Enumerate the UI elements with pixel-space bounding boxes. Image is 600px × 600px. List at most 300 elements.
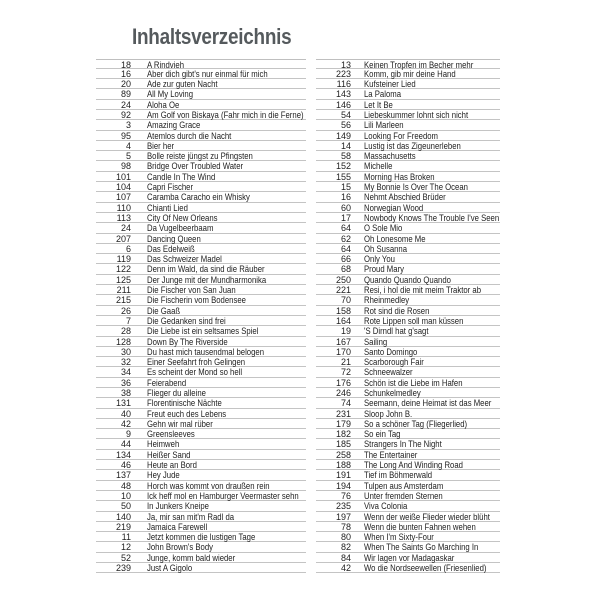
toc-song-title: 'S Dirndl hat g'sagt [364,326,429,337]
toc-entry [96,357,306,367]
toc-song-title: Schunkelmedley [364,388,421,398]
toc-page-number: 119 [116,254,131,265]
toc-song-title: Heimweh [147,439,180,450]
toc-page-number: 32 [120,357,131,368]
toc-song-title: So ein Tag [364,429,401,440]
toc-page-number: 113 [116,212,131,223]
toc-song-title: Heißer Sand [147,449,191,460]
toc-entry [316,553,500,563]
toc-song-title: Proud Mary [364,264,405,275]
toc-page-number: 152 [335,161,351,172]
toc-song-title: Du hast mich tausendmal belogen [147,346,265,357]
toc-entry [316,563,500,573]
toc-page-number: 34 [120,367,131,378]
toc-song-title: The Long And Winding Road [364,460,463,471]
toc-entry [96,223,306,233]
toc-entry [96,388,306,398]
toc-song-title: Liebeskummer lohnt sich nicht [364,109,469,120]
toc-song-title: When I'm Sixty-Four [364,532,434,543]
toc-song-title: Gehn wir mal rüber [147,418,213,429]
toc-song-title: Schneewalzer [364,367,413,378]
toc-page-number: 231 [335,408,351,419]
toc-page-number: 30 [120,346,131,357]
toc-song-title: Die Liebe ist ein seltsames Spiel [147,326,259,337]
toc-song-title: Wo die Nordseewellen (Friesenlied) [364,563,487,574]
toc-entry [316,69,500,79]
toc-page-number: 17 [340,212,351,223]
toc-entry [96,306,306,316]
toc-song-title: My Bonnie Is Over The Ocean [364,182,468,193]
toc-entry [316,264,500,274]
toc-song-title: Greensleeves [147,429,195,440]
toc-entry [316,59,500,69]
toc-entry [316,542,500,552]
toc-song-title: Schön ist die Liebe im Hafen [364,377,463,388]
toc-entry [96,141,306,151]
toc-page-number: 221 [335,285,351,296]
toc-entry [96,213,306,223]
toc-entry [96,100,306,110]
toc-song-title: Rheinmedley [364,295,410,306]
toc-page-number: 164 [335,315,351,326]
toc-page-number: 128 [115,336,131,347]
toc-entry [96,563,306,573]
toc-entry [316,398,500,408]
toc-page-number: 239 [115,563,131,574]
toc-song-title: Die Gaaß [147,305,181,316]
toc-entry [96,409,306,419]
toc-left-column [96,59,306,574]
toc-page-number: 143 [335,89,351,100]
toc-song-title: Bridge Over Troubled Water [147,161,244,172]
toc-song-title: Rote Lippen soll man küssen [364,315,464,326]
toc-song-title: Resi, i hol die mit meim Traktor ab [364,285,482,296]
toc-page-number: 6 [125,243,131,254]
toc-song-title: Tief im Böhmerwald [364,470,433,481]
toc-page-number: 98 [120,161,131,172]
toc-page-number: 188 [335,460,351,471]
toc-song-title: Amazing Grace [147,120,201,131]
toc-page-number: 207 [115,233,131,244]
toc-song-title: The Entertainer [364,449,418,460]
toc-entry [316,532,500,542]
toc-song-title: Chianti Lied [147,202,188,213]
toc-page-number: 60 [340,202,351,213]
toc-entry [316,337,500,347]
toc-page-number: 14 [340,140,351,151]
toc-song-title: Wenn die bunten Fahnen wehen [364,521,476,532]
toc-entry [316,367,500,377]
toc-entry [316,439,500,449]
toc-song-title: Rot sind die Rosen [364,305,430,316]
toc-entry [316,295,500,305]
toc-entry [316,470,500,480]
toc-entry [316,285,500,295]
toc-song-title: Viva Colonia [364,501,408,512]
toc-song-title: Just A Gigolo [147,563,193,574]
toc-page-number: 13 [340,59,351,70]
toc-page-number: 46 [120,460,131,471]
toc-entry [316,501,500,511]
toc-page-number: 58 [340,151,351,162]
toc-song-title: Es scheint der Mond so hell [147,367,243,378]
toc-entry [316,151,500,161]
toc-page-number: 89 [120,89,131,100]
toc-page-number: 101 [115,171,131,182]
toc-entry [96,264,306,274]
toc-page-number: 42 [340,563,351,574]
toc-entry [316,378,500,388]
toc-page-number: 223 [335,68,351,79]
toc-entry [96,470,306,480]
toc-song-title: Norwegian Wood [364,202,424,213]
toc-entry [316,275,500,285]
toc-entry [316,192,500,202]
toc-page-number: 122 [115,264,131,275]
toc-entry [96,429,306,439]
toc-song-title: Bier her [147,140,175,151]
toc-page-number: 38 [120,388,131,398]
toc-page-number: 95 [120,130,131,141]
toc-song-title: Michelle [364,161,393,172]
toc-page-number: 176 [335,377,351,388]
toc-page-number: 50 [120,501,131,512]
toc-entry [316,460,500,470]
toc-song-title: Looking For Freedom [364,130,439,141]
toc-entry [316,110,500,120]
toc-entry [96,244,306,254]
toc-entry [96,512,306,522]
toc-song-title: Morning Has Broken [364,171,435,182]
toc-song-title: Am Golf von Biskaya (Fahr mich in die Ferne) [147,109,304,120]
toc-page-number: 15 [340,182,351,193]
toc-entry [96,542,306,552]
toc-song-title: Junge, komm bald wieder [147,552,236,563]
toc-song-title: Unter fremden Sternen [364,490,443,501]
toc-song-title: Lili Marleen [364,120,404,131]
toc-entry [96,59,306,69]
toc-page-number: 170 [335,346,351,357]
toc-song-title: A Rindvieh [147,59,185,70]
toc-song-title: Atemlos durch die Nacht [147,130,232,141]
toc-page-number: 110 [116,202,131,213]
toc-page-number: 167 [335,336,351,347]
toc-song-title: Only You [364,254,395,265]
toc-page-number: 28 [120,326,131,337]
toc-song-title: Quando Quando Quando [364,274,451,285]
toc-entry [96,398,306,408]
toc-song-title: Jetzt kommen die lustigen Tage [147,532,256,543]
toc-page-number: 74 [340,398,351,409]
toc-song-title: Wir lagen vor Madagaskar [364,552,455,563]
toc-song-title: Keinen Tropfen im Becher mehr [364,59,474,70]
toc-entry [96,367,306,377]
toc-song-title: Komm, gib mir deine Hand [364,68,456,79]
toc-page-number: 4 [125,140,131,151]
toc-page-number: 42 [120,418,131,429]
toc-song-title: Nehmt Abschied Brüder [364,192,446,203]
toc-page-number: 3 [125,120,131,131]
toc-page-number: 26 [120,305,131,316]
toc-page-number: 211 [116,285,131,296]
toc-entry [316,213,500,223]
toc-page-number: 5 [125,151,131,162]
toc-entry [96,234,306,244]
toc-song-title: Kufsteiner Lied [364,79,416,90]
toc-song-title: Let It Be [364,99,393,110]
toc-entry [316,203,500,213]
toc-page-number: 68 [340,264,351,275]
toc-song-title: Flieger du alleine [147,388,206,398]
toc-page-number: 82 [340,542,351,553]
toc-page-number: 56 [340,120,351,131]
toc-page-number: 36 [120,377,131,388]
toc-page-number: 24 [120,223,131,234]
toc-page-number: 84 [340,552,351,563]
toc-song-title: Einer Seefahrt froh Gelingen [147,357,246,368]
toc-page-number: 80 [340,532,351,543]
toc-entry [96,79,306,89]
toc-page-number: 235 [335,501,351,512]
toc-entry [316,172,500,182]
toc-song-title: La Paloma [364,89,402,100]
toc-page-number: 158 [335,305,351,316]
toc-song-title: Denn im Wald, da sind die Räuber [147,264,265,275]
toc-entry [96,439,306,449]
toc-entry [316,481,500,491]
toc-song-title: Florentinische Nächte [147,398,222,409]
toc-page-number: 76 [340,490,351,501]
toc-entry [316,429,500,439]
toc-entry [96,89,306,99]
toc-page-number: 24 [120,99,131,110]
toc-page-number: 19 [340,326,351,337]
toc-page-number: 137 [115,470,131,481]
toc-song-title: Hey Jude [147,470,180,481]
toc-song-title: In Junkers Kneipe [147,501,209,512]
toc-page-number: 78 [340,521,351,532]
toc-entry [316,100,500,110]
toc-page-number: 146 [335,99,351,110]
toc-page-number: 215 [115,295,131,306]
toc-entry [96,203,306,213]
toc-entry [316,347,500,357]
toc-song-title: Horch was kommt von draußen rein [147,480,270,491]
toc-page-number: 7 [125,315,131,326]
toc-song-title: Massachusetts [364,151,416,162]
toc-page-number: 258 [335,449,351,460]
toc-page-number: 149 [335,130,351,141]
toc-entry [96,151,306,161]
toc-song-title: O Sole Mio [364,223,403,234]
toc-entry [96,182,306,192]
toc-page-number: 72 [340,367,351,378]
toc-song-title: Seemann, deine Heimat ist das Meer [364,398,492,409]
toc-page-number: 125 [115,274,131,285]
toc-entry [96,491,306,501]
toc-song-title: Caramba Caracho ein Whisky [147,192,250,203]
toc-song-title: Ja, mir san mit'm Radl da [147,511,235,522]
toc-song-title: Santo Domingo [364,346,418,357]
toc-page-number: 16 [340,192,351,203]
toc-entry [316,254,500,264]
toc-entry [96,326,306,336]
toc-entry [316,522,500,532]
toc-entry [96,532,306,542]
toc-entry [316,409,500,419]
toc-page-number: 62 [340,233,351,244]
toc-entry [96,481,306,491]
toc-song-title: Dancing Queen [147,233,201,244]
toc-song-title: Das Schweizer Madel [147,254,222,265]
toc-song-title: Aloha Oe [147,99,180,110]
toc-song-title: Tulpen aus Amsterdam [364,480,444,491]
toc-page-number: 20 [120,79,131,90]
toc-entry [316,141,500,151]
toc-entry [316,79,500,89]
toc-entry [316,131,500,141]
toc-entry [96,254,306,264]
toc-song-title: So a schöner Tag (Fliegerlied) [364,418,468,429]
toc-song-title: Nowbody Knows The Trouble I've Seen [364,212,500,223]
toc-entry [316,182,500,192]
toc-page-number: 66 [340,254,351,265]
toc-entry [96,110,306,120]
toc-page-number: 179 [335,418,351,429]
toc-song-title: Down By The Riverside [147,336,228,347]
toc-entry [96,460,306,470]
toc-entry [96,450,306,460]
toc-entry [96,553,306,563]
toc-song-title: Aber dich gibt's nur einmal für mich [147,68,268,79]
toc-entry [316,120,500,130]
toc-entry [96,501,306,511]
toc-song-title: Das Edelweiß [147,243,195,254]
toc-entry [316,234,500,244]
toc-entry [96,285,306,295]
toc-entry [96,419,306,429]
toc-song-title: Capri Fischer [147,182,194,193]
toc-entry [316,244,500,254]
toc-song-title: Freut euch des Lebens [147,408,227,419]
toc-entry [96,347,306,357]
toc-entry [96,378,306,388]
toc-entry [96,120,306,130]
toc-page-number: 155 [335,171,351,182]
toc-page-number: 134 [115,449,131,460]
toc-song-title: Heute an Bord [147,460,197,471]
toc-song-title: City Of New Orleans [147,212,218,223]
toc-page-number: 40 [120,408,131,419]
toc-song-title: Ick heff mol en Hamburger Veermaster sehn [147,490,299,501]
toc-entry [96,161,306,171]
toc-page-number: 185 [335,439,351,450]
toc-entry [96,522,306,532]
toc-page-number: 219 [115,521,131,532]
toc-entry [96,316,306,326]
toc-page-number: 116 [336,79,351,90]
toc-entry [316,388,500,398]
toc-page-number: 131 [115,398,131,409]
toc-page-number: 48 [120,480,131,491]
toc-song-title: All My Loving [147,89,194,100]
toc-song-title: Oh Lonesome Me [364,233,426,244]
toc-page-number: 107 [115,192,131,203]
toc-page-number: 140 [115,511,131,522]
toc-song-title: Wenn der weiße Flieder wieder blüht [364,511,490,522]
toc-song-title: Die Fischer von San Juan [147,285,236,296]
toc-page-number: 197 [335,511,351,522]
toc-song-title: Der Junge mit der Mundharmonika [147,274,267,285]
toc-song-title: Oh Susanna [364,243,408,254]
toc-page-number: 64 [340,243,351,254]
toc-entry [96,192,306,202]
toc-entry [316,357,500,367]
toc-song-title: Feierabend [147,377,187,388]
toc-entry [316,306,500,316]
toc-entry [316,491,500,501]
toc-page-number: 10 [120,490,131,501]
toc-entry [96,337,306,347]
toc-entry [316,326,500,336]
toc-entry [316,223,500,233]
toc-song-title: Die Gedanken sind frei [147,315,226,326]
toc-page-number: 182 [335,429,351,440]
toc-song-title: Bolle reiste jüngst zu Pfingsten [147,151,253,162]
toc-page-number: 9 [125,429,131,440]
toc-entry [96,275,306,285]
toc-entry [96,69,306,79]
toc-song-title: Lustig ist das Zigeunerleben [364,140,461,151]
toc-entry [316,419,500,429]
toc-right-column [316,59,500,574]
toc-song-title: Sloop John B. [364,408,413,419]
toc-song-title: John Brown's Body [147,542,214,553]
toc-song-title: Da Vugelbeerbaam [147,223,214,234]
toc-page-number: 191 [335,470,351,481]
toc-page-number: 52 [120,552,131,563]
toc-entry [96,131,306,141]
toc-page-number: 18 [120,59,131,70]
toc-page-number: 104 [115,182,131,193]
toc-page-number: 21 [340,357,351,368]
toc-page-number: 92 [120,109,131,120]
toc-page-number: 246 [335,388,351,398]
toc-song-title: Strangers In The Night [364,439,442,450]
toc-entry [316,450,500,460]
toc-page-number: 16 [120,68,131,79]
toc-page-number: 250 [335,274,351,285]
toc-page-number: 64 [340,223,351,234]
toc-page-number: 44 [120,439,131,450]
toc-song-title: Sailing [364,336,388,347]
toc-song-title: When The Saints Go Marching In [364,542,479,553]
toc-page-number: 11 [121,532,131,543]
toc-page-number: 12 [120,542,131,553]
toc-song-title: Scarborough Fair [364,357,424,368]
page-title: Inhaltsverzeichnis [132,24,292,49]
toc-entry [316,89,500,99]
toc-page-number: 70 [340,295,351,306]
toc-song-title: Ade zur guten Nacht [147,79,218,90]
toc-page-number: 194 [335,480,351,491]
toc-entry [316,161,500,171]
toc-page-number: 54 [340,109,351,120]
toc-entry [96,295,306,305]
toc-entry [316,512,500,522]
toc-song-title: Die Fischerin vom Bodensee [147,295,246,306]
toc-song-title: Jamaica Farewell [147,521,208,532]
